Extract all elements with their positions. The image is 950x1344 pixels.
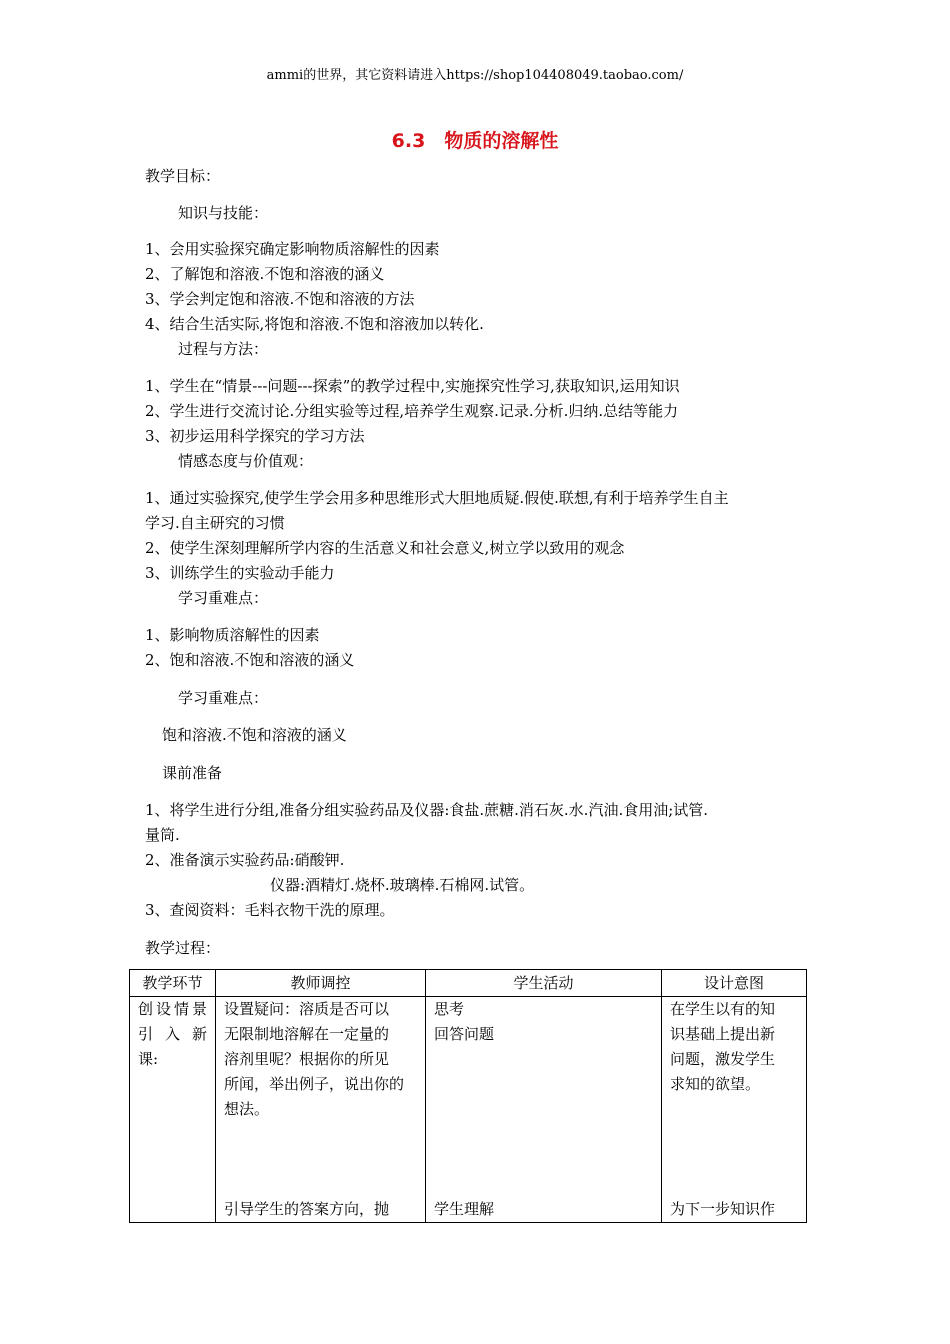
column-header-intent: 设计意图 bbox=[662, 970, 807, 997]
preparation-item: 仪器:酒精灯.烧杯.玻璃棒.石棉网.试管。 bbox=[270, 876, 535, 894]
preparation-item: 1、将学生进行分组,准备分组实验药品及仪器:食盐.蔗糖.消石灰.水.汽油.食用油;试管. bbox=[145, 801, 709, 819]
key-point-item: 2、饱和溶液.不饱和溶液的涵义 bbox=[145, 651, 355, 669]
teacher-line: 所闻，举出例子，说出你的 bbox=[224, 1075, 405, 1093]
process-item: 1、学生在“情景---问题---探索”的教学过程中,实施探究性学习,获取知识,运用知识 bbox=[145, 377, 680, 395]
knowledge-heading: 知识与技能： bbox=[178, 204, 269, 222]
student-line: 思考 bbox=[434, 1000, 465, 1018]
teacher-line: 溶剂里呢？根据你的所见 bbox=[224, 1050, 390, 1068]
teacher-line: 设置疑问：溶质是否可以 bbox=[224, 1000, 390, 1018]
preparation-item: 2、准备演示实验药品:硝酸钾. bbox=[145, 851, 345, 869]
stage-cell bbox=[130, 997, 216, 1223]
intent-line: 识基础上提出新 bbox=[670, 1025, 776, 1043]
table-row bbox=[130, 997, 807, 1223]
key-points-heading: 学习重难点： bbox=[178, 589, 269, 607]
attitude-heading: 情感态度与价值观： bbox=[178, 452, 314, 470]
teacher-line: 无限制地溶解在一定量的 bbox=[224, 1025, 390, 1043]
intent-line: 问题，激发学生 bbox=[670, 1050, 776, 1068]
intent-line: 在学生以有的知 bbox=[670, 1000, 776, 1018]
column-header-student: 学生活动 bbox=[426, 970, 662, 997]
column-header-teacher: 教师调控 bbox=[216, 970, 426, 997]
difficulty-item: 饱和溶液.不饱和溶液的涵义 bbox=[162, 726, 347, 744]
attitude-item: 学习.自主研究的习惯 bbox=[145, 514, 285, 532]
teacher-line: 想法。 bbox=[224, 1100, 270, 1118]
attitude-item: 1、通过实验探究,使学生学会用多种思维形式大胆地质疑.假使.联想,有利于培养学生自主 bbox=[145, 489, 729, 507]
column-header-stage: 教学环节 bbox=[130, 970, 216, 997]
knowledge-item: 2、了解饱和溶液.不饱和溶液的涵义 bbox=[145, 265, 385, 283]
student-line: 回答问题 bbox=[434, 1025, 495, 1043]
page-header: ammi的世界，其它资料请进入https://shop104408049.taobao.com/ bbox=[266, 68, 684, 83]
teaching-process-table bbox=[129, 969, 807, 1223]
intent-cell bbox=[662, 997, 807, 1223]
intent-line: 求知的欲望。 bbox=[670, 1075, 761, 1093]
knowledge-item: 1、会用实验探究确定影响物质溶解性的因素 bbox=[145, 240, 440, 258]
student-cell bbox=[426, 997, 662, 1223]
process-section-heading: 教学过程： bbox=[145, 939, 221, 957]
attitude-item: 2、使学生深刻理解所学内容的生活意义和社会意义,树立学以致用的观念 bbox=[145, 539, 625, 557]
difficulties-heading: 学习重难点： bbox=[178, 689, 269, 707]
preparation-item: 量筒. bbox=[145, 826, 180, 844]
table-header-row bbox=[130, 970, 807, 997]
knowledge-item: 3、学会判定饱和溶液.不饱和溶液的方法 bbox=[145, 290, 415, 308]
attitude-item: 3、训练学生的实验动手能力 bbox=[145, 564, 335, 582]
page-title: 6.3 物质的溶解性 bbox=[391, 130, 559, 152]
teacher-line: 引导学生的答案方向，抛 bbox=[224, 1200, 390, 1218]
knowledge-item: 4、结合生活实际,将饱和溶液.不饱和溶液加以转化. bbox=[145, 315, 484, 333]
student-line: 学生理解 bbox=[434, 1200, 495, 1218]
objectives-heading: 教学目标： bbox=[145, 167, 221, 185]
stage-line: 课: bbox=[138, 1050, 159, 1068]
intent-line: 为下一步知识作 bbox=[670, 1200, 776, 1218]
preparation-heading: 课前准备 bbox=[162, 764, 223, 782]
key-point-item: 1、影响物质溶解性的因素 bbox=[145, 626, 320, 644]
preparation-item: 3、查阅资料：毛料衣物干洗的原理。 bbox=[145, 901, 395, 919]
process-item: 2、学生进行交流讨论.分组实验等过程,培养学生观察.记录.分析.归纳.总结等能力 bbox=[145, 402, 679, 420]
process-heading: 过程与方法： bbox=[178, 340, 269, 358]
process-item: 3、初步运用科学探究的学习方法 bbox=[145, 427, 365, 445]
stage-line: 创设情景 bbox=[138, 1000, 207, 1018]
stage-line: 引 入 新 bbox=[138, 1025, 207, 1043]
teacher-cell bbox=[216, 997, 426, 1223]
